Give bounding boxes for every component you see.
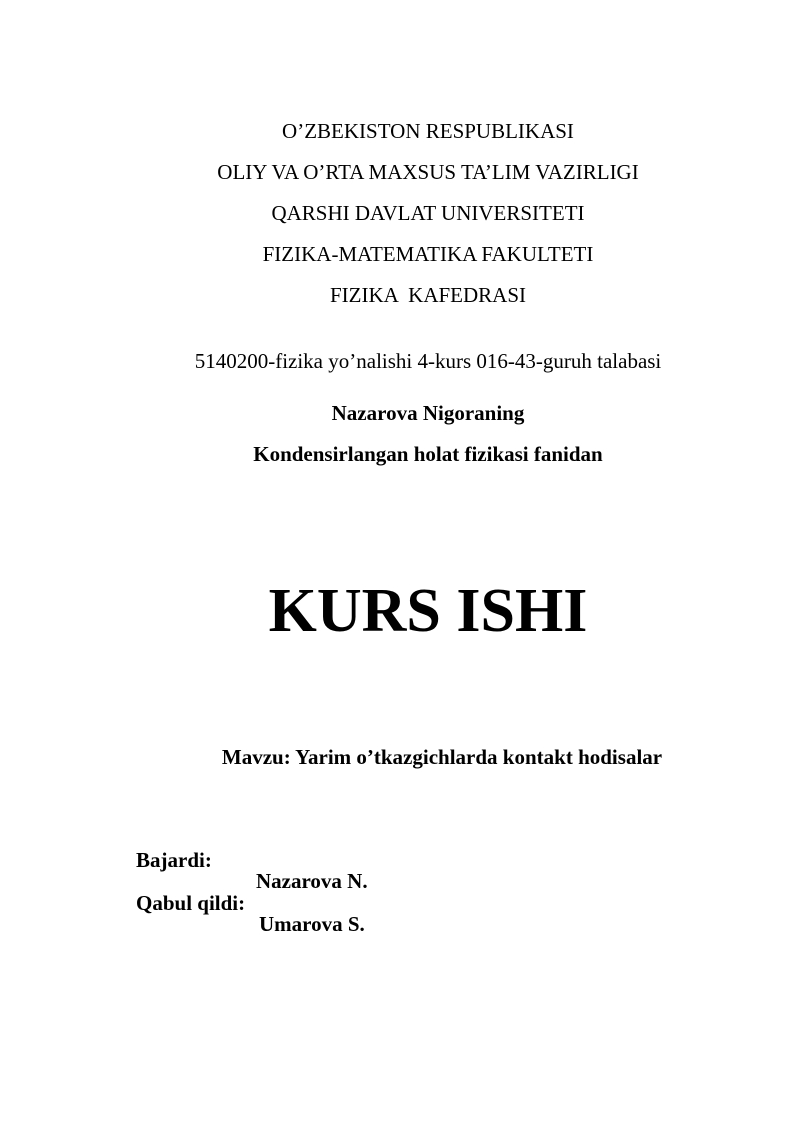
subject-line: Kondensirlangan holat fizikasi fanidan — [253, 442, 603, 466]
student-name: Nazarova Nigoraning — [331, 401, 525, 425]
accepted-by-value: Umarova S. — [259, 912, 365, 936]
student-info: 5140200-fizika yo’nalishi 4-kurs 016-43-guruh talabasi — [194, 349, 662, 373]
university-heading: QARSHI DAVLAT UNIVERSITETI — [271, 201, 585, 225]
topic-line: Mavzu: Yarim o’tkazgichlarda kontakt hodisalar — [221, 745, 663, 769]
accepted-by-label: Qabul qildi: — [136, 891, 246, 915]
faculty-heading: FIZIKA-MATEMATIKA FAKULTETI — [262, 242, 594, 266]
department-heading: FIZIKA KAFEDRASI — [329, 283, 526, 307]
country-heading: O’ZBEKISTON RESPUBLIKASI — [282, 119, 574, 143]
performed-by-label: Bajardi: — [136, 848, 212, 872]
ministry-heading: OLIY VA O’RTA MAXSUS TA’LIM VAZIRLIGI — [217, 160, 639, 184]
performed-by-value: Nazarova N. — [256, 869, 368, 893]
document-title: KURS ISHI — [268, 577, 588, 645]
